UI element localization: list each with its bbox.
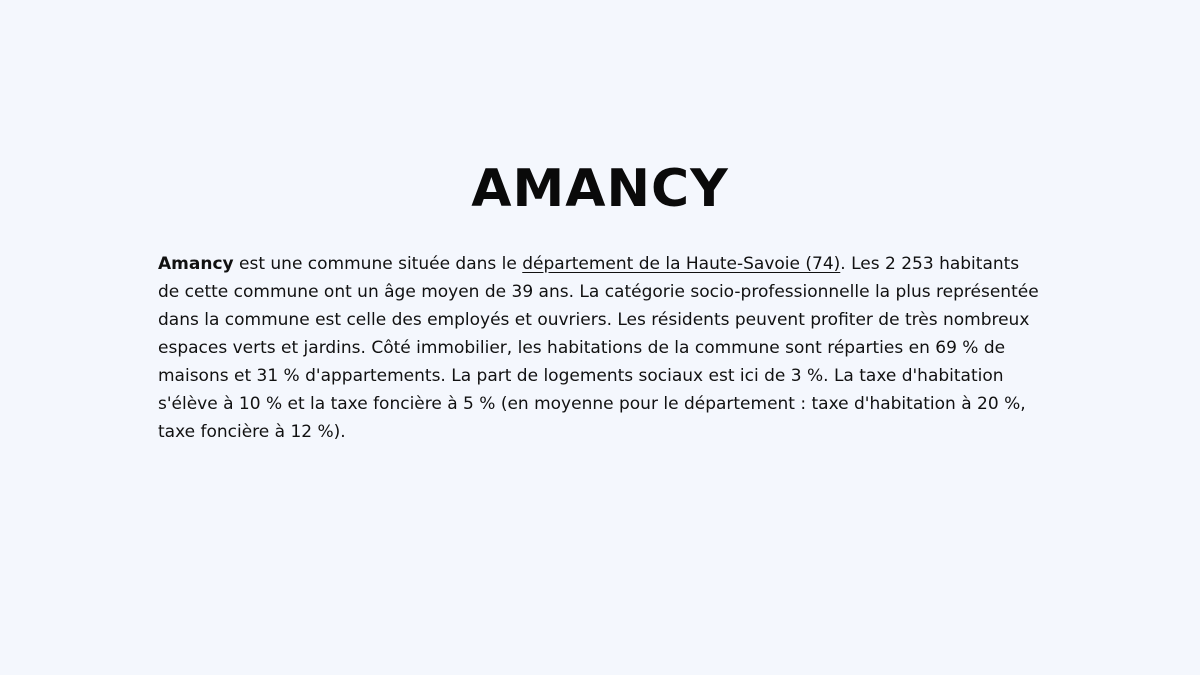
description-text-after-link: . Les 2 253 habitants de cette commune ont un âge moyen de 39 ans. La catégorie socio-professionnelle la plus représentée dans la commune est celle des employés et ouvriers. Les résidents peuvent profiter de très nombreux espaces verts et jardins. Côté immobilier, les habitations de la commune sont réparties en 69 % de maisons et 31 % d'appartements. La part de logements sociaux est ici de 3 %. La taxe d'habitation s'élève à 10 % et la taxe foncière à 5 % (en moyenne pour le département : taxe d'habitation à 20 %, taxe foncière à 12 %).: [158, 254, 1039, 442]
department-link[interactable]: département de la Haute-Savoie (74): [522, 254, 841, 274]
description-text-before-link: est une commune située dans le: [233, 254, 523, 274]
page-title: AMANCY: [471, 159, 729, 219]
commune-name: Amancy: [158, 254, 234, 274]
commune-description: [158, 250, 1044, 446]
